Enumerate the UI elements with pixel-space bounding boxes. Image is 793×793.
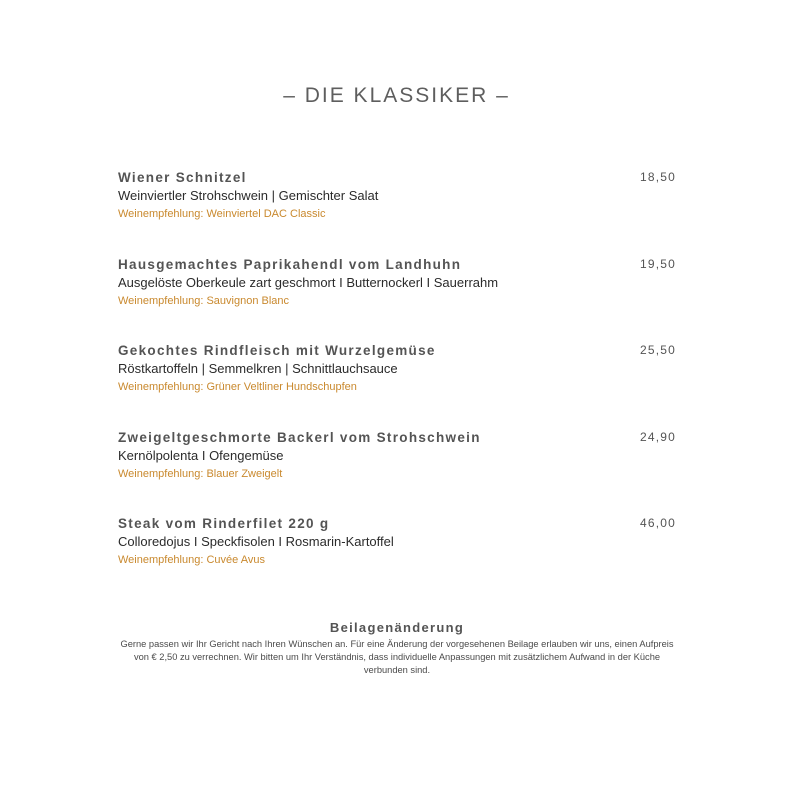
item-description: Weinviertler Strohschwein | Gemischter Salat	[118, 188, 379, 203]
item-name: Gekochtes Rindfleisch mit Wurzelgemüse	[118, 343, 436, 358]
item-price: 46,00	[639, 516, 676, 530]
note-title: Beilagenänderung	[329, 620, 465, 635]
menu-item	[118, 169, 676, 222]
note-text: Gerne passen wir Ihr Gericht nach Ihren Wünschen an. Für eine Änderung der vorgesehenen Beilage erlauben wir uns, einen Aufpreis von € 2,50 zu verrechnen. Wir bitten um Ihr Verständnis, dass individuelle Anpassungen mit zusätzlichem Aufwand in der Küche verbunden sind.	[120, 639, 674, 675]
item-price: 24,90	[639, 430, 676, 444]
menu-item	[118, 429, 676, 482]
wine-recommendation: Weinempfehlung: Sauvignon Blanc	[118, 295, 290, 307]
item-description: Colloredojus I Speckfisolen I Rosmarin-Kartoffel	[118, 534, 394, 549]
item-price: 19,50	[639, 257, 676, 271]
wine-recommendation: Weinempfehlung: Weinviertel DAC Classic	[118, 208, 326, 220]
wine-recommendation: Weinempfehlung: Grüner Veltliner Hundschupfen	[118, 381, 357, 393]
item-name: Steak vom Rinderfilet 220 g	[118, 516, 330, 531]
item-price: 25,50	[639, 343, 676, 357]
item-price: 18,50	[639, 170, 676, 184]
item-description: Röstkartoffeln | Semmelkren | Schnittlauchsauce	[118, 361, 398, 376]
wine-recommendation: Weinempfehlung: Cuvée Avus	[118, 554, 265, 566]
item-description: Ausgelöste Oberkeule zart geschmort I Butternockerl I Sauerrahm	[118, 275, 499, 290]
menu-item	[118, 256, 676, 309]
page-title: – DIE KLASSIKER –	[283, 84, 510, 107]
item-name: Hausgemachtes Paprikahendl vom Landhuhn	[118, 257, 462, 272]
menu-item	[118, 515, 676, 568]
item-description: Kernölpolenta I Ofengemüse	[118, 448, 284, 463]
side-dish-note	[118, 620, 676, 677]
wine-recommendation: Weinempfehlung: Blauer Zweigelt	[118, 468, 283, 480]
item-name: Zweigeltgeschmorte Backerl vom Strohschwein	[118, 430, 481, 445]
item-name: Wiener Schnitzel	[118, 170, 247, 185]
menu-item	[118, 342, 676, 395]
